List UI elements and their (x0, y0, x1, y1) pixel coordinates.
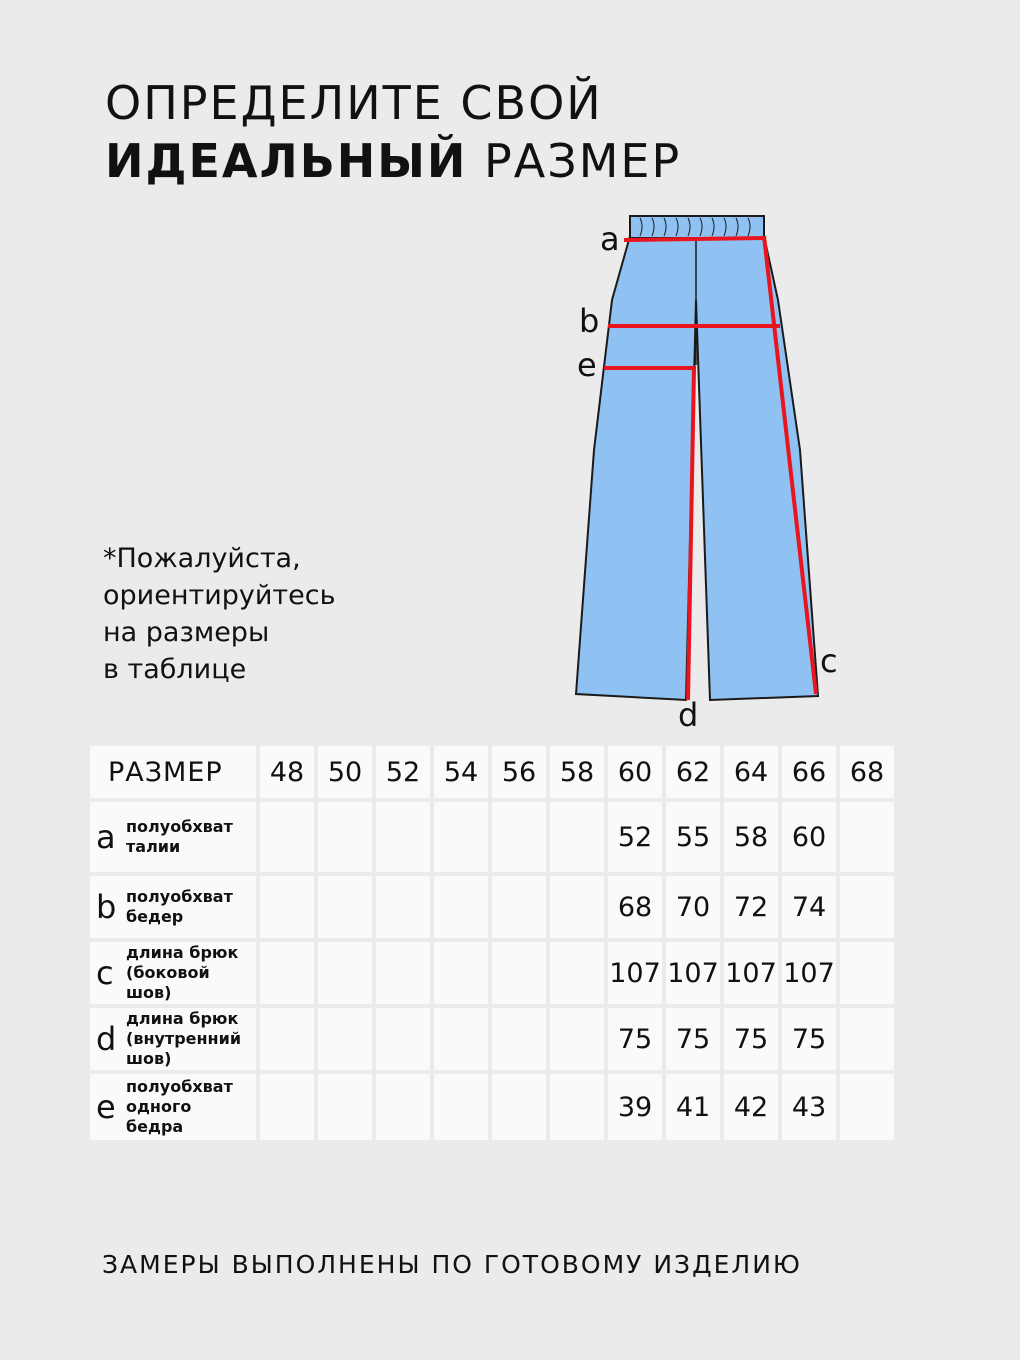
measurement-value-cell: 52 (608, 802, 662, 872)
page-title-line-2 (105, 134, 681, 188)
note-line: в таблице (103, 654, 247, 685)
measurement-letter: b (96, 888, 117, 926)
measurement-value-cell (376, 942, 430, 1004)
measurement-row-d (90, 1008, 894, 1070)
note-line: на размеры (103, 617, 270, 648)
measurement-value-cell (840, 802, 894, 872)
measurement-description-line: шов) (126, 983, 172, 1002)
measurement-value-cell (260, 802, 314, 872)
measurement-letter: a (96, 818, 116, 856)
note-line: *Пожалуйста, (103, 543, 301, 574)
size-header-cell: 56 (492, 746, 546, 798)
measurement-value-cell (318, 1074, 372, 1140)
measurement-value-cell (376, 1074, 430, 1140)
measurement-value-cell (260, 1008, 314, 1070)
measurement-value-cell: 75 (608, 1008, 662, 1070)
measurement-value-cell: 107 (724, 942, 778, 1004)
size-header-cell: 58 (550, 746, 604, 798)
measurement-value-cell: 42 (724, 1074, 778, 1140)
measurement-description-line: полуобхват (126, 1077, 233, 1096)
measurement-value-cell: 107 (782, 942, 836, 1004)
measurement-letter: c (96, 954, 114, 992)
size-header-cell: 62 (666, 746, 720, 798)
measurement-value-cell (260, 1074, 314, 1140)
measurement-value-cell (260, 876, 314, 938)
measurement-value-cell (318, 942, 372, 1004)
measurement-letter: e (96, 1088, 116, 1126)
measurement-value-cell (434, 942, 488, 1004)
measurement-value-cell (492, 876, 546, 938)
measurement-value-cell (840, 1008, 894, 1070)
measurement-value-cell: 60 (782, 802, 836, 872)
size-header-cell: 60 (608, 746, 662, 798)
note-line: ориентируйтесь (103, 580, 336, 611)
measurement-value-cell: 75 (666, 1008, 720, 1070)
measurement-row-c (90, 942, 894, 1004)
size-header-cell: 48 (260, 746, 314, 798)
measurement-description (126, 817, 233, 857)
measurement-description-line: одного (126, 1097, 192, 1116)
measurement-value-cell (492, 1074, 546, 1140)
measurement-value-cell (434, 802, 488, 872)
measurement-description-line: бедер (126, 907, 184, 926)
measurement-description-line: полуобхват (126, 817, 233, 836)
measurement-value-cell: 55 (666, 802, 720, 872)
measurement-row-b (90, 876, 894, 938)
size-header-row (90, 746, 894, 798)
measurement-row-a (90, 802, 894, 872)
measurement-description (126, 943, 238, 1003)
measurement-value-cell (318, 1008, 372, 1070)
measurement-value-cell: 72 (724, 876, 778, 938)
measurement-description-line: длина брюк (126, 943, 239, 962)
measurement-description-line: длина брюк (126, 1009, 239, 1028)
measurement-value-cell (550, 942, 604, 1004)
measurement-row-e (90, 1074, 894, 1140)
measurement-description (126, 1009, 241, 1069)
measurement-value-cell: 58 (724, 802, 778, 872)
measurement-value-cell (434, 876, 488, 938)
measurement-value-cell (434, 1008, 488, 1070)
measurement-description-line: бедра (126, 1117, 184, 1136)
measurement-value-cell: 75 (782, 1008, 836, 1070)
measurement-value-cell (840, 942, 894, 1004)
measurement-value-cell (840, 876, 894, 938)
measurement-value-cell: 107 (666, 942, 720, 1004)
page-title-rest: РАЗМЕР (467, 134, 682, 188)
measurement-value-cell: 70 (666, 876, 720, 938)
measurement-value-cell (550, 876, 604, 938)
measurement-value-cell (260, 942, 314, 1004)
measure-label-a: a (600, 220, 620, 258)
measurement-name-cell (90, 942, 256, 1004)
measurement-value-cell (376, 876, 430, 938)
measurement-description (126, 1077, 233, 1137)
measurement-value-cell: 43 (782, 1074, 836, 1140)
measurement-name-cell (90, 1074, 256, 1140)
measurement-description-line: шов) (126, 1049, 172, 1068)
measurement-value-cell (376, 802, 430, 872)
measurement-value-cell (318, 876, 372, 938)
measurement-value-cell (550, 1074, 604, 1140)
measurement-description (126, 887, 233, 927)
size-header-cell: 52 (376, 746, 430, 798)
page-title-bold: ИДЕАЛЬНЫЙ (105, 134, 468, 188)
measurement-name-cell (90, 802, 256, 872)
measurement-value-cell (840, 1074, 894, 1140)
measurement-description-line: полуобхват (126, 887, 233, 906)
size-header-cell: 50 (318, 746, 372, 798)
measurement-description-line: (внутренний (126, 1029, 242, 1048)
size-table (86, 742, 898, 1144)
size-header-cell: 66 (782, 746, 836, 798)
measurement-description-line: (боковой (126, 963, 210, 982)
measurement-value-cell (318, 802, 372, 872)
measurement-name-cell (90, 876, 256, 938)
measure-label-d: d (678, 696, 699, 734)
measure-label-c: c (820, 642, 838, 680)
measurement-value-cell (492, 942, 546, 1004)
pants-diagram (560, 205, 840, 735)
measure-line-a (624, 238, 764, 240)
measurement-value-cell: 39 (608, 1074, 662, 1140)
measurement-value-cell (550, 1008, 604, 1070)
measurement-value-cell (492, 802, 546, 872)
measurement-value-cell (434, 1074, 488, 1140)
measurement-description-line: талии (126, 837, 181, 856)
measurement-value-cell: 75 (724, 1008, 778, 1070)
measurement-value-cell: 68 (608, 876, 662, 938)
measurement-value-cell: 74 (782, 876, 836, 938)
measure-label-b: b (579, 302, 600, 340)
size-header-cell: 64 (724, 746, 778, 798)
page-title-line-1: ОПРЕДЕЛИТЕ СВОЙ (105, 76, 603, 130)
footer-note: ЗАМЕРЫ ВЫПОЛНЕНЫ ПО ГОТОВОМУ ИЗДЕЛИЮ (102, 1250, 802, 1279)
measure-label-e: e (577, 346, 597, 384)
size-note (103, 540, 336, 688)
measurement-value-cell (550, 802, 604, 872)
waistband (630, 216, 764, 238)
measurement-name-cell (90, 1008, 256, 1070)
measurement-letter: d (96, 1020, 117, 1058)
size-header-cell: 54 (434, 746, 488, 798)
size-header-cell: 68 (840, 746, 894, 798)
pants-outline (576, 216, 818, 700)
size-header-label: РАЗМЕР (90, 746, 256, 798)
measurement-value-cell: 41 (666, 1074, 720, 1140)
measurement-value-cell (376, 1008, 430, 1070)
measurement-value-cell (492, 1008, 546, 1070)
measurement-value-cell: 107 (608, 942, 662, 1004)
